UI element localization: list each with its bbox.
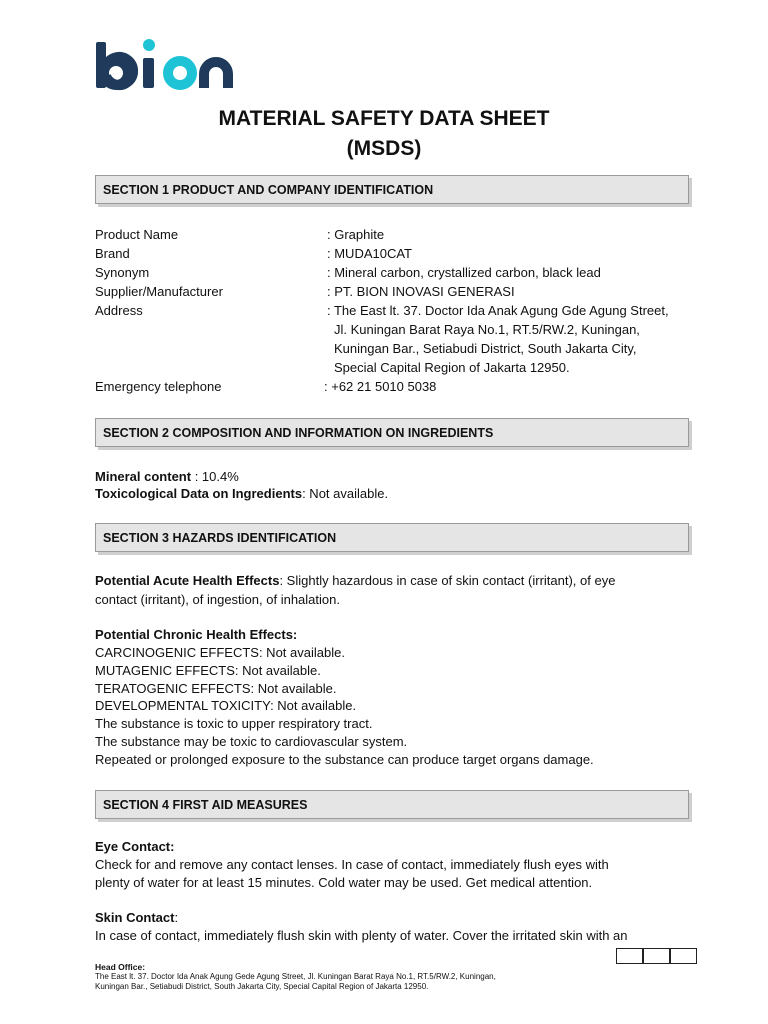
label-brand: Brand: [95, 246, 130, 261]
value-address-line-3: Kuningan Bar., Setiabudi District, South Jakarta City,: [334, 341, 637, 356]
label-supplier: Supplier/Manufacturer: [95, 284, 223, 299]
toxicological-data-value: : Not available.: [302, 486, 389, 501]
value-address-line-4: Special Capital Region of Jakarta 12950.: [334, 360, 570, 375]
section-1-heading: SECTION 1 PRODUCT AND COMPANY IDENTIFICATION: [95, 175, 689, 204]
footer-address-line-1: The East lt. 37. Doctor Ida Anak Agung Gede Agung Street, Jl. Kuningan Barat Raya No.1, RT.5/RW.2, Kuningan,: [95, 972, 496, 981]
toxicological-data-line: [95, 485, 388, 504]
footer-box-1: [616, 948, 643, 964]
chronic-line: CARCINOGENIC EFFECTS: Not available.: [95, 645, 345, 660]
label-address: Address: [95, 303, 143, 318]
value-emergency-telephone: : +62 21 5010 5038: [324, 379, 437, 394]
section-3-heading: SECTION 3 HAZARDS IDENTIFICATION: [95, 523, 689, 552]
footer-box-2: [643, 948, 670, 964]
acute-effects-line: [95, 572, 615, 591]
footer-box-3: [670, 948, 697, 964]
skin-contact-colon: :: [174, 910, 179, 925]
chronic-line: The substance may be toxic to cardiovascular system.: [95, 734, 408, 749]
toxicological-data-label: Toxicological Data on Ingredients: [95, 486, 303, 501]
chronic-line: The substance is toxic to upper respiratory tract.: [95, 716, 373, 731]
value-synonym: : Mineral carbon, crystallized carbon, black lead: [327, 265, 601, 280]
label-product-name: Product Name: [95, 227, 179, 242]
section-4-heading: SECTION 4 FIRST AID MEASURES: [95, 790, 689, 819]
mineral-content-label: Mineral content: [95, 469, 192, 484]
acute-effects-label: Potential Acute Health Effects: [95, 573, 280, 588]
label-synonym: Synonym: [95, 265, 150, 280]
label-emergency-telephone: Emergency telephone: [95, 379, 222, 394]
chronic-line: Repeated or prolonged exposure to the substance can produce target organs damage.: [95, 752, 594, 767]
skin-contact-label: Skin Contact: [95, 910, 175, 925]
acute-effects-value: : Slightly hazardous in case of skin contact (irritant), of eye: [279, 573, 616, 588]
bion-logo: [94, 36, 244, 92]
eye-contact-label: Eye Contact:: [95, 839, 175, 854]
chronic-line: DEVELOPMENTAL TOXICITY: Not available.: [95, 698, 357, 713]
eye-contact-line: plenty of water for at least 15 minutes. Cold water may be used. Get medical attention.: [95, 875, 593, 890]
footer-address-line-2: Kuningan Bar., Setiabudi District, South Jakarta City, Special Capital Region of Jakarta 12950.: [95, 982, 429, 991]
value-address-line-1: : The East lt. 37. Doctor Ida Anak Agung Gde Agung Street,: [327, 303, 669, 318]
bion-logo-mark: [94, 36, 244, 92]
value-supplier: : PT. BION INOVASI GENERASI: [327, 284, 515, 299]
acute-effects-continued: contact (irritant), of ingestion, of inhalation.: [95, 592, 340, 607]
skin-contact-heading: [95, 909, 178, 928]
mineral-content-value: : 10.4%: [191, 469, 239, 484]
chronic-line: MUTAGENIC EFFECTS: Not available.: [95, 663, 321, 678]
footer-heading: Head Office:: [95, 962, 146, 972]
mineral-content-line: [95, 468, 239, 487]
skin-contact-line: In case of contact, immediately flush skin with plenty of water. Cover the irritated skin with an: [95, 928, 628, 943]
chronic-line: TERATOGENIC EFFECTS: Not available.: [95, 681, 337, 696]
section-2-heading: SECTION 2 COMPOSITION AND INFORMATION ON INGREDIENTS: [95, 418, 689, 447]
eye-contact-line: Check for and remove any contact lenses. In case of contact, immediately flush eyes with: [95, 857, 609, 872]
chronic-effects-label: Potential Chronic Health Effects:: [95, 627, 298, 642]
document-subtitle: (MSDS): [346, 137, 422, 160]
value-address-line-2: Jl. Kuningan Barat Raya No.1, RT.5/RW.2, Kuningan,: [334, 322, 640, 337]
value-product-name: : Graphite: [327, 227, 385, 242]
value-brand: : MUDA10CAT: [327, 246, 412, 261]
document-title: MATERIAL SAFETY DATA SHEET: [218, 107, 550, 130]
